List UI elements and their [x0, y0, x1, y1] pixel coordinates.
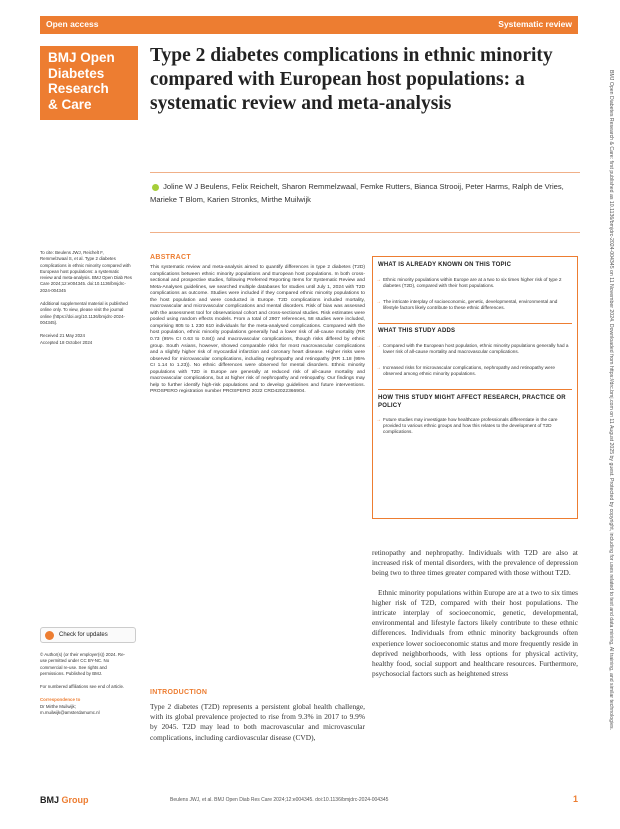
- introduction-text: Type 2 diabetes (T2D) represents a persistent global health challenge, with its global prevalence projected to rise from 9.3% in 2017 to 9.9% by 2045. T2D may lead to both macrovascular and microvascular complications, including cardiovascular disease (CVD),: [150, 702, 365, 742]
- impact-bullet: → Future studies may investigate how healthcare professionals differentiate in the care provided to various ethnic groups and how this relates to the development of T2D complications.: [383, 417, 573, 435]
- footer-citation: Beulens JWJ, et al. BMJ Open Diab Res Care 2024;12:e004345. doi:10.1136/bmjdrc-2024-004345: [170, 797, 389, 803]
- open-access-label: Open access: [46, 19, 99, 29]
- page-footer: [40, 793, 578, 807]
- check-updates-label: Check for updates: [59, 632, 108, 638]
- check-updates-icon: [45, 631, 54, 640]
- adds-heading: WHAT THIS STUDY ADDS: [378, 328, 456, 334]
- authors-divider: [150, 232, 580, 233]
- bmj-logo: [40, 795, 89, 805]
- article-type-label: Systematic review: [498, 19, 572, 29]
- sidebar: [40, 250, 132, 353]
- introduction-heading: INTRODUCTION: [150, 689, 208, 696]
- vertical-download-notice: [604, 70, 616, 731]
- journal-logo: [40, 46, 138, 120]
- title-divider: [150, 172, 580, 173]
- authors-text: Joline W J Beulens, Felix Reichelt, Sharon Remmelzwaal, Femke Rutters, Bianca Strooij, Peter Harms, Ralph de Vries, Marieke T Blom, Karien Stronks, Mirthe Muilwijk: [150, 182, 564, 204]
- right-column-text: [372, 548, 578, 688]
- paragraph: retinopathy and nephropathy. Individuals with T2D are also at increased risk of mental disorders, with the prevalence of depression being two to three times greater compared with those without T2D.: [372, 548, 578, 578]
- adds-bullet: → Compared with the European host population, ethnic minority populations generally had a lower risk of all-cause mortality and macrovascular complications.: [383, 343, 573, 355]
- sidebar-lower: [40, 652, 132, 716]
- paragraph: Ethnic minority populations within Europe are at a two to six times higher risk of T2D, compared with their host populations. The intricate interplay of socioeconomic, genetic, developmental, environmental and lifestyle factors likely contribute to these ethnic differences. Individuals from ethnic minority backgrounds often experience lower socioeconomic status and more frequently reside in deprived neighborhoods, with less options for physical activity, healthy food, social support and healthcare resources. Furthermore, psychosocial factors such as heightened stress: [372, 587, 578, 679]
- supplemental-note: Additional supplemental material is published online only. To view, please visit the journal online (https://doi.org/10.1136/bmjdrc-2024-004345).: [40, 301, 128, 325]
- orcid-icon[interactable]: [152, 184, 159, 191]
- affiliations-note: For numbered affiliations see end of article.: [40, 684, 125, 690]
- box-divider: [378, 323, 572, 324]
- brand-b: Group: [61, 795, 89, 805]
- adds-bullet: → Increased risks for microvascular complications, nephropathy and retinopathy were observed among ethnic minority populations.: [383, 365, 573, 377]
- author-list: [150, 180, 580, 206]
- logo-line: & Care: [48, 96, 92, 112]
- download-notice-text: BMJ Open Diabetes Research & Care: first published as 10.1136/bmjdrc-2024-004345 on 11 November 2024. Downloaded from https://drc.bmj.com on 11 August 2025 by guest. Protected by copyright, including for uses related to text and data mining, AI training, and similar technologies.: [608, 70, 614, 731]
- check-updates-button[interactable]: [40, 627, 136, 643]
- key-messages-box: [372, 256, 578, 519]
- known-bullet: → The intricate interplay of socioeconomic, genetic, developmental, environmental and lifestyle factors likely contribute to these ethnic differences.: [383, 299, 573, 311]
- known-heading: WHAT IS ALREADY KNOWN ON THIS TOPIC: [378, 262, 512, 268]
- impact-heading: HOW THIS STUDY MIGHT AFFECT RESEARCH, PRACTICE OR POLICY: [378, 395, 566, 409]
- box-divider: [378, 389, 572, 390]
- correspondence-label: Correspondence to: [40, 697, 81, 703]
- brand-a: BMJ: [40, 795, 60, 805]
- article-title: Type 2 diabetes complications in ethnic minority compared with European host populations: a systematic review and meta-analysis: [150, 45, 553, 114]
- correspondence-text: Dr Mirthe Muilwijk; m.muilwijk@amsterdamumc.nl: [40, 703, 100, 716]
- copyright-note: © Author(s) (or their employer(s)) 2024. Re-use permitted under CC BY-NC. No commercial re-use. See rights and permissions. Published by BMJ.: [40, 652, 125, 676]
- dates-note: Received 21 May 2024 Accepted 18 October 2024: [40, 333, 93, 345]
- citation-note: To cite: Beulens JWJ, Reichelt F, Remmelzwaal S, et al. Type 2 diabetes complications in ethnic minority compared with European host populations: a systematic review and meta-analysis. BMJ Open Diab Res Care 2024;12:e004345. doi:10.1136/bmjdrc-2024-004345: [40, 250, 132, 293]
- abstract-heading: ABSTRACT: [150, 254, 191, 261]
- logo-line: Diabetes: [48, 65, 105, 81]
- known-bullet: → Ethnic minority populations within Europe are at a two to six times higher risk of type 2 diabetes (T2D), compared with their host populations.: [383, 277, 573, 289]
- logo-line: BMJ Open: [48, 50, 115, 65]
- header-bar: [40, 16, 578, 34]
- page-number: 1: [572, 794, 578, 804]
- logo-line: Research: [48, 81, 109, 96]
- abstract-text: This systematic review and meta-analysis aimed to quantify differences in type 2 diabetes (T2D) complications between ethnic minority populations and European host populations. In both cross-sectional and prospective studies, following Preferred Reporting Items for Systematic Review and Meta-Analyses guidelines, we searched multiple databases for studies until July 1, 2024 with T2D complications as outcome. Studies were included if they compared ethnic minority populations to the host population and were conducted in Europe. T2D complications included mortality, macrovascular and microvascular complications and mental disorders. Risk of bias was assessed with the assessment tool for observational cohort and cross-sectional studies. Risk estimates were pooled using random effects models. From a total of 2907 references, 58 studies were included, comprising 805 to 1 230 610 individuals for the meta-analysed complications. Compared with the host population, ethnic minority populations generally had a lower risk of all-cause mortality (RR 0.73 (95% CI 0.63 to 0.84)) and macrovascular complications, though risks differed by ethnic group. South Asians, however, showed comparable risks for most macrovascular complications and a slightly higher risk of myocardial infarction and coronary heart disease. Higher risks were observed for microvascular complications, including nephropathy and retinopathy (RR 1.18 (95% CI 1.14 to 1.23)). No ethnic differences were observed for mental disorders. Ethnic minority populations with T2D in Europe are generally at reduced risk of all-cause mortality and macrovascular complications, but at higher risk of nephropathy and retinopathy. Our findings may help to further identify high-risk populations and to develop guidelines and future interventions. PROSPERO registration number PROSPERO 2022 CRD42022366904.: [150, 265, 365, 395]
